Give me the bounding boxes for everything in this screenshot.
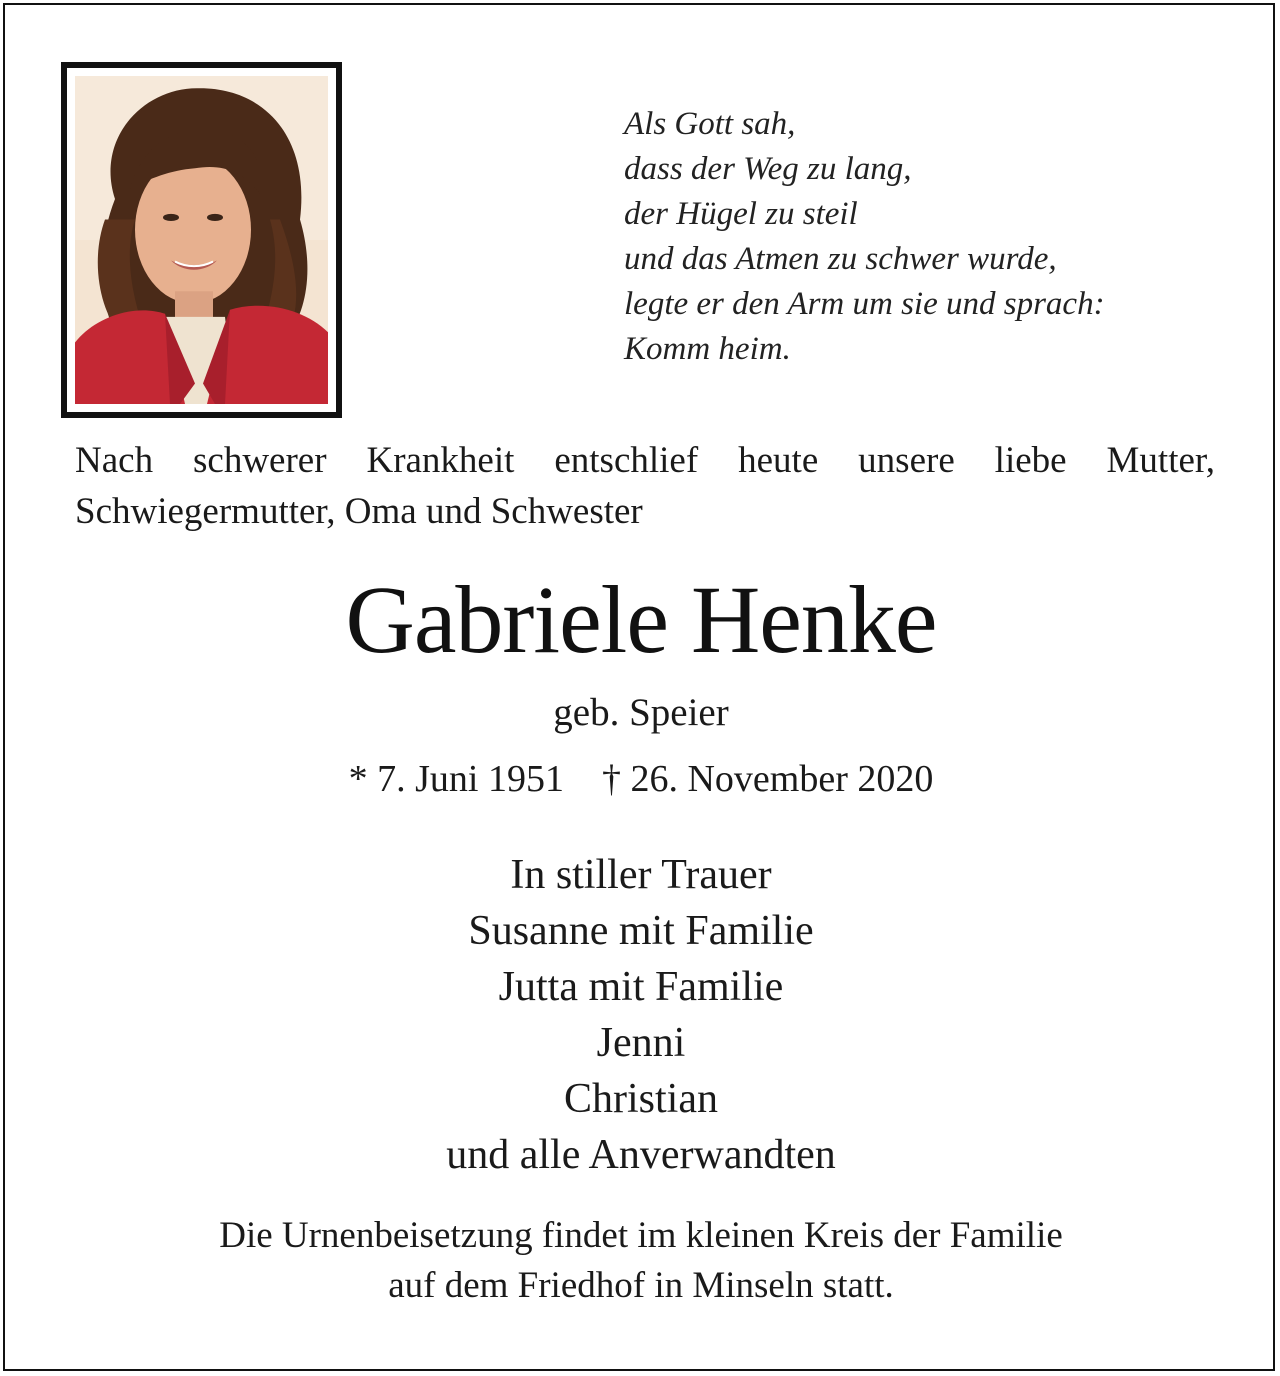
- poem: [624, 102, 1244, 372]
- poem-line: Komm heim.: [624, 331, 791, 367]
- burial-line-2: auf dem Friedhof in Minseln statt.: [388, 1265, 894, 1306]
- mourner-line: Jenni: [596, 1020, 686, 1066]
- birth-date: * 7. Juni 1951: [348, 758, 564, 800]
- death-date: † 26. November 2020: [601, 758, 934, 800]
- deceased-name: Gabriele Henke: [345, 566, 937, 673]
- mourner-line: Susanne mit Familie: [468, 908, 814, 954]
- poem-line: der Hügel zu steil: [624, 196, 858, 232]
- intro-line-2: Schwiegermutter, Oma und Schwester: [75, 491, 643, 532]
- burial-notice: [5, 1211, 1277, 1311]
- mourner-line: Christian: [564, 1076, 718, 1122]
- burial-line-1: Die Urnenbeisetzung findet im kleinen Kreis der Familie: [219, 1215, 1063, 1256]
- mourners-list: [5, 847, 1277, 1183]
- portrait-illustration: [75, 76, 328, 404]
- maiden-name: geb. Speier: [553, 691, 729, 734]
- portrait-photo: [75, 76, 328, 404]
- poem-line: legte er den Arm um sie und sprach:: [624, 286, 1105, 322]
- poem-line: und das Atmen zu schwer wurde,: [624, 241, 1057, 277]
- poem-line: dass der Weg zu lang,: [624, 151, 912, 187]
- obituary-notice: [3, 3, 1275, 1371]
- intro-text: [75, 435, 1215, 537]
- portrait-mat: [67, 68, 336, 412]
- poem-line: Als Gott sah,: [624, 106, 796, 142]
- life-dates: [5, 755, 1277, 803]
- mourner-line: und alle Anverwandten: [446, 1132, 836, 1178]
- mourner-line: In stiller Trauer: [510, 852, 772, 898]
- portrait-frame: [61, 62, 342, 418]
- intro-line-1: Nach schwerer Krankheit entschlief heute unsere liebe Mutter,: [75, 440, 1215, 481]
- mourner-line: Jutta mit Familie: [498, 964, 784, 1010]
